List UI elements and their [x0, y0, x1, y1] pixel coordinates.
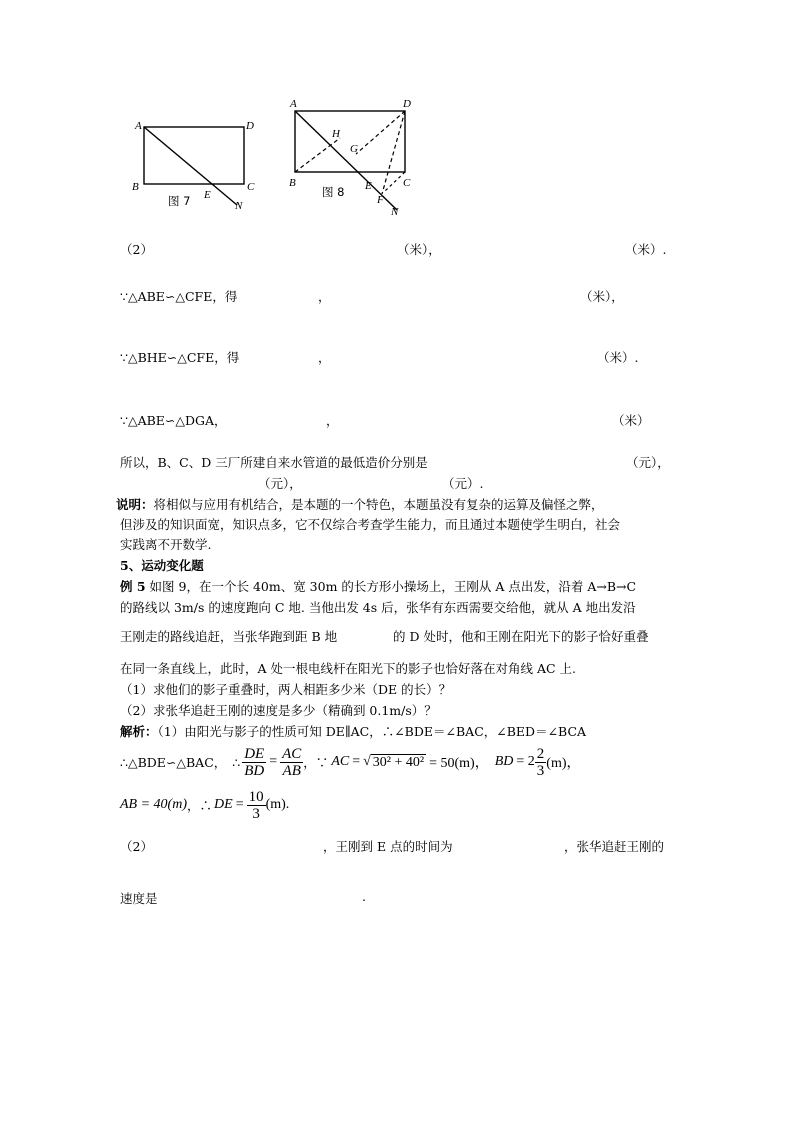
- fig8-dashed-CF: [385, 172, 405, 191]
- equals-1: =: [269, 754, 278, 769]
- fig8-label-F: F: [377, 194, 384, 206]
- fig7-label-D: D: [246, 120, 254, 132]
- bd-whole: = 2: [516, 754, 535, 769]
- part2b-end: ，张华追赶王刚的: [564, 839, 665, 854]
- line3-unit: （米）.: [597, 350, 639, 365]
- example5-line4: 在同一条直线上，此时，A 处一根电线杆在阳光下的影子也恰好落在对角线 AC 上.: [120, 661, 577, 676]
- solution-label: 解析：: [120, 724, 158, 739]
- de-left: DE: [214, 797, 233, 812]
- fig7-label-C: C: [247, 181, 255, 193]
- line5-text: 所以，B、C、D 三厂所建自来水管道的最低造价分别是: [120, 455, 428, 470]
- fig7-label-N: N: [235, 200, 243, 212]
- part2-unit1: （米），: [397, 242, 441, 257]
- fraction-de: DE: [244, 745, 265, 762]
- fig8-label-G: G: [350, 143, 358, 155]
- solution-line2-prefix: ∴△BDE∽△BAC，: [120, 755, 227, 770]
- fig8-label-A: A: [290, 98, 297, 110]
- sqrt-content: 30² + 40²: [372, 754, 425, 770]
- line2-unit: （米），: [580, 289, 624, 304]
- fig7-label-A: A: [135, 120, 142, 132]
- example5-text1: 如图 9，在一个长 40m、宽 30m 的长方形小操场上，王刚从 A 点出发，沿着 A→B→C: [149, 579, 637, 594]
- part2b-period: .: [362, 889, 366, 904]
- part2b-num: （2）: [120, 839, 153, 854]
- therefore-symbol: ∴: [232, 754, 241, 770]
- solution-line2: [120, 744, 581, 780]
- line3-comma: ，: [318, 350, 331, 365]
- bd-den: 3: [536, 762, 545, 779]
- sqrt-symbol: √: [363, 754, 371, 769]
- solution-text1: （1）由阳光与影子的性质可知 DE∥AC，∴∠BDE＝∠BAC，∠BED＝∠BCA: [157, 724, 587, 739]
- fig8-dashed-BH: [295, 138, 340, 172]
- fig7-label-B: B: [132, 181, 139, 193]
- ac-expr-left: AC: [331, 754, 350, 769]
- solution-line3: [120, 787, 289, 823]
- figure-7: [120, 110, 270, 215]
- line4-comma: ，: [326, 413, 339, 428]
- figure-8: [280, 90, 420, 220]
- line4-text: ∵△ABE∽△DGA，: [120, 413, 227, 428]
- example5-line2: 的路线以 3m/s 的速度跑向 C 地. 当他出发 4s 后，张华有东西需要交给他，就从 A 地出发沿: [120, 600, 636, 615]
- fraction-bd: BD: [244, 762, 265, 779]
- fig8-caption: 图 8: [322, 185, 345, 199]
- line2-comma: ，: [318, 289, 331, 304]
- bd-num: 2: [536, 745, 545, 762]
- equals-2: =: [352, 754, 361, 769]
- line4-unit: （米）: [612, 413, 650, 428]
- fraction-ac-ab: [280, 746, 303, 779]
- fig7-caption: 图 7: [168, 194, 191, 208]
- bd-left: BD: [494, 754, 514, 769]
- example5-q1: （1）求他们的影子重叠时，两人相距多少米（DE 的长）？: [120, 682, 452, 697]
- section-title: 5、运动变化题: [120, 558, 204, 573]
- de-den: 3: [252, 805, 260, 822]
- de-unit: (m).: [265, 797, 290, 812]
- ac-result: = 50(m)，: [429, 756, 489, 771]
- fig7-label-E: E: [204, 189, 211, 201]
- fig8-label-D: D: [403, 98, 411, 110]
- fig8-dashed-DF: [382, 111, 405, 194]
- line6-unit1: （元），: [258, 476, 302, 491]
- line5-unit: （元），: [626, 455, 670, 470]
- note-label: 说明：: [116, 497, 154, 512]
- example5-label: 例 5: [120, 579, 146, 594]
- fig7-line-AN: [144, 127, 237, 205]
- de-num: 10: [248, 788, 264, 805]
- fig8-label-E: E: [365, 180, 372, 192]
- equals-3: =: [235, 797, 244, 812]
- line3-text: ∵△BHE∽△CFE，得: [120, 350, 240, 365]
- fig8-rectangle: [295, 111, 405, 172]
- example5-q2: （2）求张华追赶王刚的速度是多少（精确到 0.1m/s）？: [120, 703, 437, 718]
- example5-line3b: 的 D 处时，他和王刚在阳光下的影子恰好重叠: [393, 629, 649, 644]
- fraction-bd-value: [535, 746, 547, 779]
- fig8-label-C: C: [403, 177, 411, 189]
- fig8-label-B: B: [289, 177, 296, 189]
- fraction-ab: AB: [282, 762, 301, 779]
- fig8-dashed-DG: [356, 111, 405, 154]
- fig7-rectangle: [144, 127, 244, 184]
- fraction-de-bd: [242, 746, 266, 779]
- part2-num: （2）: [120, 242, 153, 257]
- fraction-ac: AC: [282, 745, 302, 762]
- fig8-label-N: N: [391, 206, 399, 218]
- note-line2: 但涉及的知识面宽，知识点多，它不仅综合考查学生能力，而且通过本题使学生明白，社会: [120, 517, 621, 532]
- because-symbol: ，∵: [303, 755, 329, 770]
- bd-unit: (m)，: [546, 756, 581, 771]
- example5-line1: [120, 577, 636, 595]
- line6-unit2: （元）.: [442, 476, 484, 491]
- note-line1: [116, 495, 604, 513]
- part2-unit2: （米）.: [625, 242, 667, 257]
- de-prefix: ，∴: [187, 798, 213, 813]
- ab-expr: AB = 40(m): [120, 797, 187, 812]
- example5-line3a: 王刚走的路线追赶，当张华跑到距 B 地: [120, 629, 338, 644]
- fraction-de-value: [247, 789, 266, 822]
- fig8-label-H: H: [332, 128, 340, 140]
- note-text1: 将相似与应用有机结合，是本题的一个特色，本题虽没有复杂的运算及偏怪之弊，: [153, 497, 604, 512]
- line2-text: ∵△ABE∽△CFE，得: [120, 289, 238, 304]
- note-line3: 实践离不开数学.: [120, 537, 212, 552]
- part2b-speed: 速度是: [120, 891, 158, 906]
- solution-line1: [120, 722, 586, 740]
- part2b-mid: ，王刚到 E 点的时间为: [323, 839, 453, 854]
